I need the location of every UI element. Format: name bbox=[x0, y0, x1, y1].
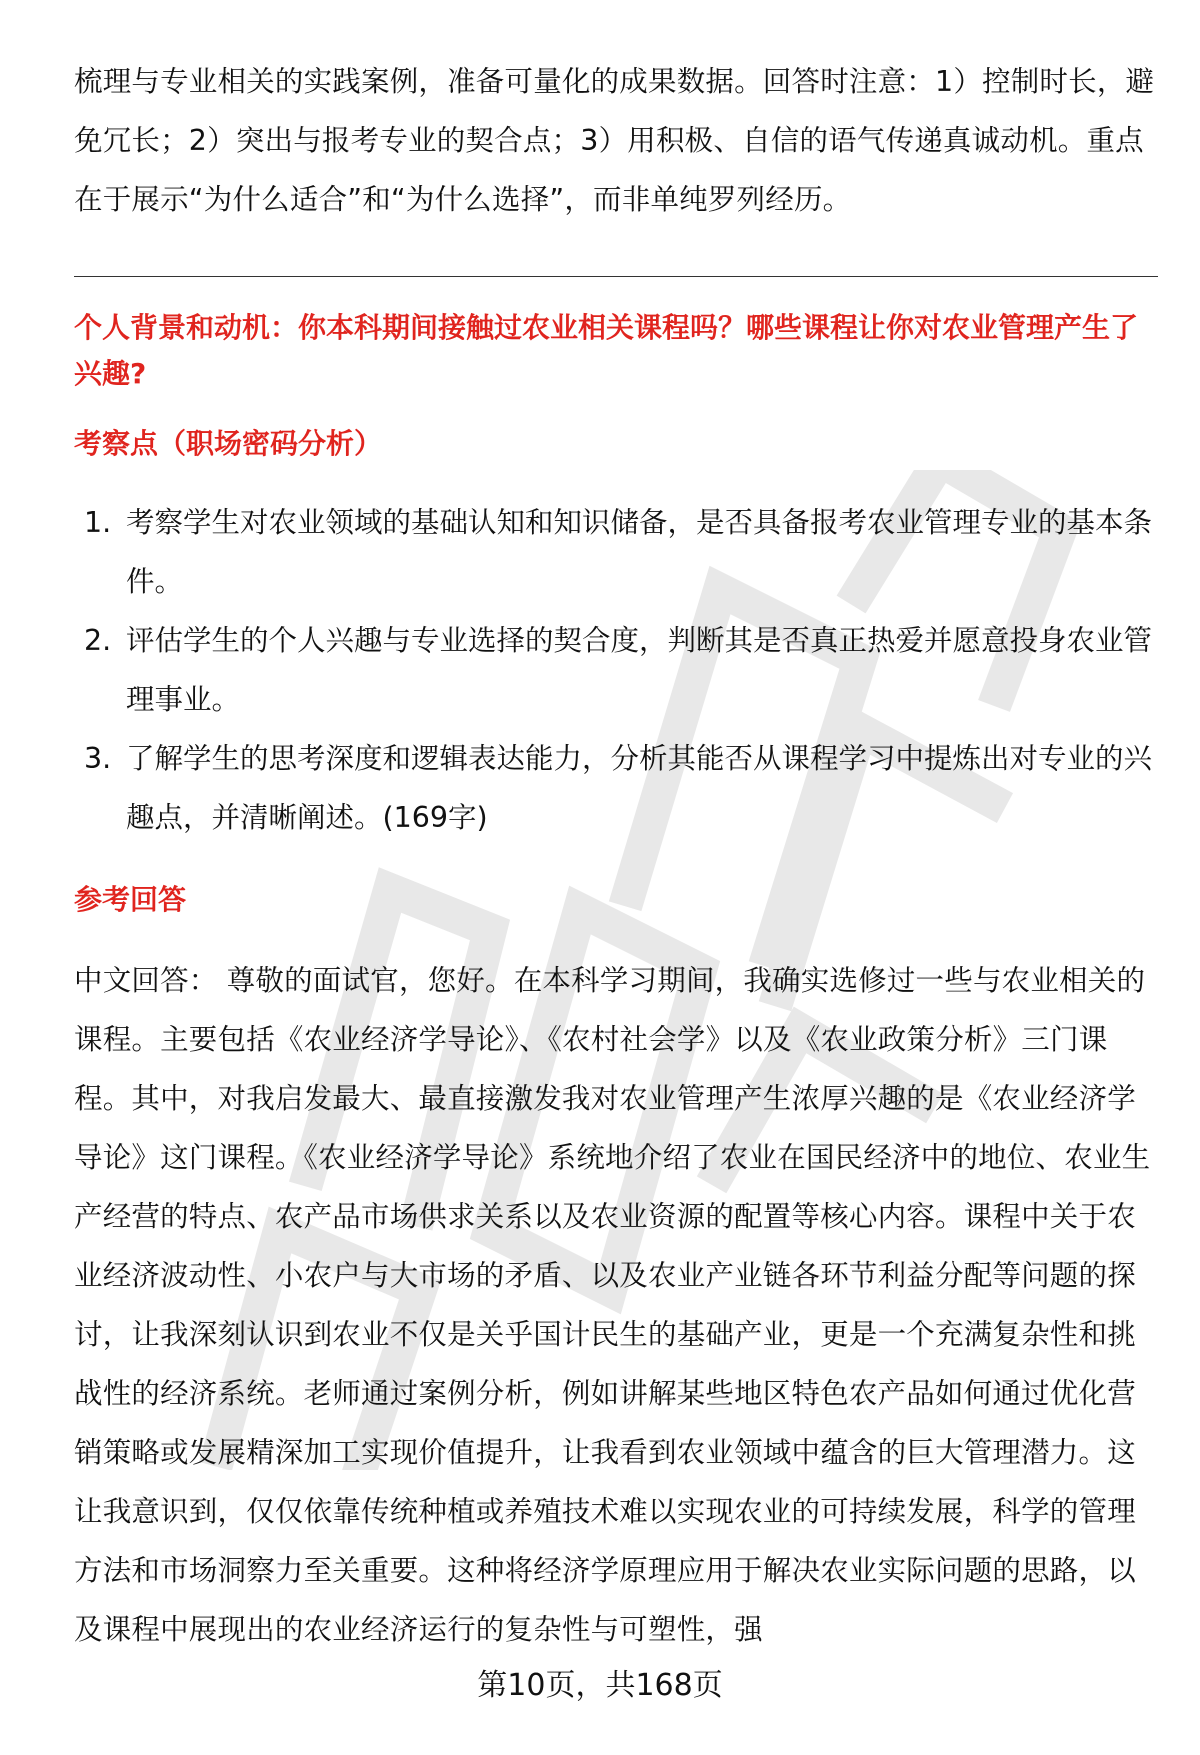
list-item bbox=[74, 493, 1158, 611]
list-item bbox=[74, 729, 1158, 847]
interview-question: 个人背景和动机：你本科期间接触过农业相关课程吗？哪些课程让你对农业管理产生了兴趣? bbox=[74, 311, 1139, 390]
reference-heading: 参考回答 bbox=[74, 883, 187, 916]
list-item-text: 考察学生对农业领域的基础认知和知识储备，是否具备报考农业管理专业的基本条件。 bbox=[126, 506, 1153, 598]
list-item-number: 3. bbox=[84, 742, 112, 775]
list-item-number: 1. bbox=[84, 506, 112, 539]
list-item-number: 2. bbox=[84, 624, 112, 657]
list-item-text: 了解学生的思考深度和逻辑表达能力，分析其能否从课程学习中提炼出对专业的兴趣点，并清晰阐述。(169字) bbox=[126, 742, 1153, 834]
assessment-heading: 考察点（职场密码分析） bbox=[74, 427, 383, 460]
intro-paragraph: 梳理与专业相关的实践案例，准备可量化的成果数据。回答时注意：1）控制时长，避免冗长；2）突出与报考专业的契合点；3）用积极、自信的语气传递真诚动机。重点在于展示“为什么适合”和“为什么选择”，而非单纯罗列经历。 bbox=[74, 65, 1155, 216]
section-divider bbox=[74, 276, 1158, 277]
page-footer: 第10页，共168页 bbox=[477, 1668, 723, 1703]
list-item-text: 评估学生的个人兴趣与专业选择的契合度，判断其是否真正热爱并愿意投身农业管理事业。 bbox=[126, 624, 1153, 716]
reference-answer: 中文回答： 尊敬的面试官，您好。在本科学习期间，我确实选修过一些与农业相关的课程。主要包括《农业经济学导论》、《农村社会学》以及《农业政策分析》三门课程。其中，对我启发最大、最直接激发我对农业管理产生浓厚兴趣的是《农业经济学导论》这门课程。《农业经济学导论》系统地介绍了农业在国民经济中的地位、农业生产经营的特点、农产品市场供求关系以及农业资源的配置等核心内容。课程中关于农业经济波动性、小农户与大市场的矛盾、以及农业产业链各环节利益分配等问题的探讨，让我深刻认识到农业不仅是关乎国计民生的基础产业，更是一个充满复杂性和挑战性的经济系统。老师通过案例分析，例如讲解某些地区特色农产品如何通过优化营销策略或发展精深加工实现价值提升，让我看到农业领域中蕴含的巨大管理潜力。这让我意识到，仅仅依靠传统种植或养殖技术难以实现农业的可持续发展，科学的管理方法和市场洞察力至关重要。这种将经济学原理应用于解决农业实际问题的思路，以及课程中展现出的农业经济运行的复杂性与可塑性，强 bbox=[74, 964, 1151, 1646]
assessment-list bbox=[74, 493, 1158, 847]
list-item bbox=[74, 611, 1158, 729]
